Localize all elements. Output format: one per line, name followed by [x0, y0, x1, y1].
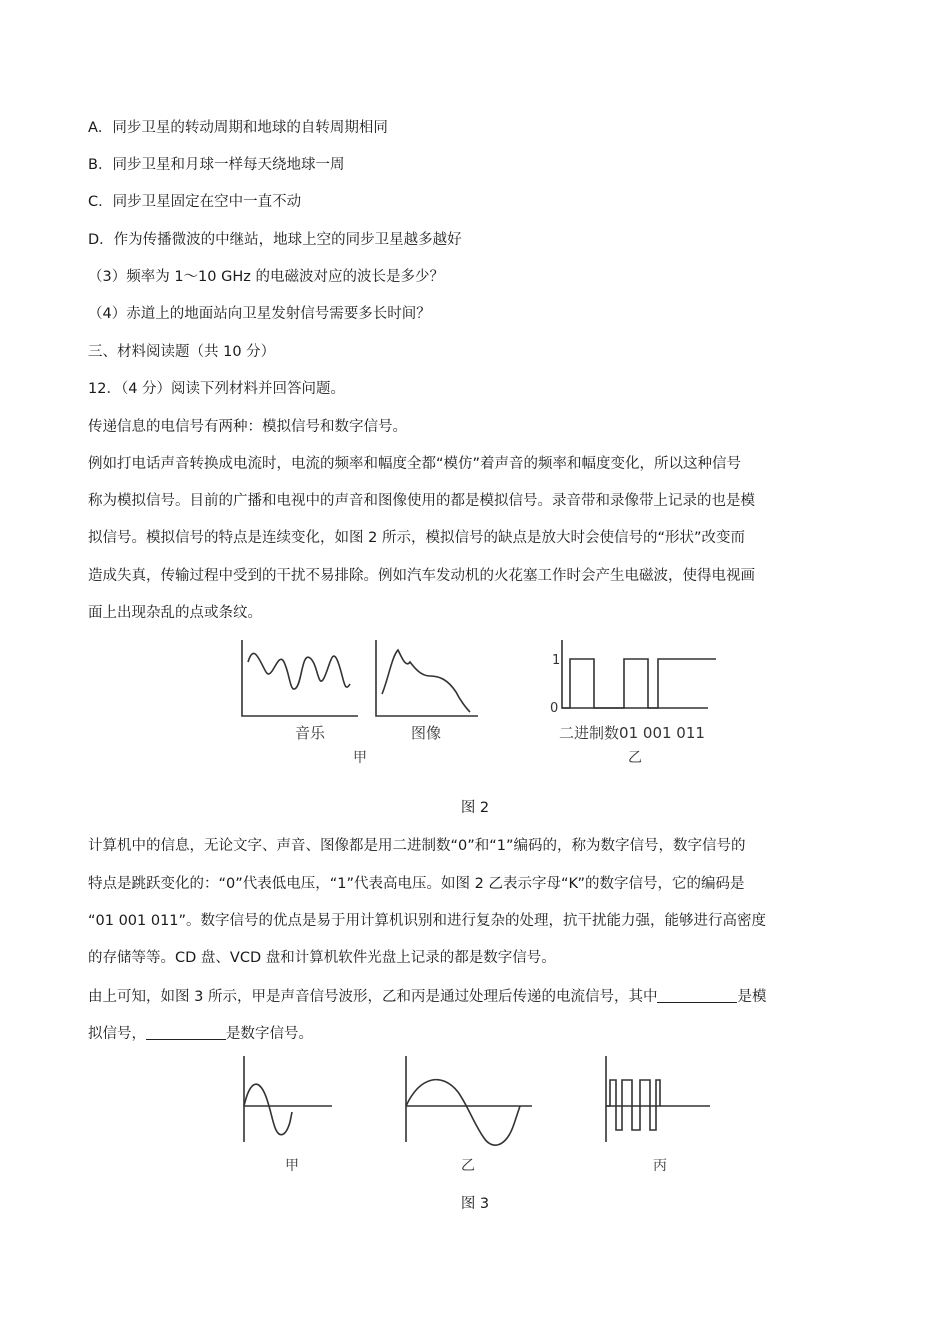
- passage-p1: 传递信息的电信号有两种：模拟信号和数字信号。: [88, 419, 407, 435]
- wave-jia: [244, 1056, 332, 1142]
- question-3: （3）频率为 1～10 GHz 的电磁波对应的波长是多少？: [88, 269, 444, 285]
- binary-label: 二进制数01 001 011: [559, 724, 705, 742]
- digital-graph: [562, 640, 716, 708]
- question-12-title: 12．（4 分）阅读下列材料并回答问题。: [88, 381, 346, 397]
- figure-2: [230, 632, 720, 772]
- image-graph: [376, 640, 478, 716]
- passage-p2-line5: 面上出现杂乱的点或条纹。: [88, 605, 262, 621]
- fig2-yi-label: 乙: [628, 750, 642, 766]
- music-graph: [242, 640, 358, 716]
- option-d: D．作为传播微波的中继站，地球上空的同步卫星越多越好: [88, 232, 462, 248]
- answer-blank-digital[interactable]: [146, 1023, 226, 1040]
- passage-p2-line4: 造成失真，传输过程中受到的干扰不易排除。例如汽车发动机的火花塞工作时会产生电磁波，使得电视画: [88, 568, 755, 584]
- option-b: B．同步卫星和月球一样每天绕地球一周: [88, 157, 345, 173]
- option-c: C．同步卫星固定在空中一直不动: [88, 194, 302, 210]
- passage-p3-line4: 的存储等等。CD 盘、VCD 盘和计算机软件光盘上记录的都是数字信号。: [88, 950, 556, 966]
- passage-p2-line1: 例如打电话声音转换成电流时，电流的频率和幅度全都“模仿”着声音的频率和幅度变化，所以这种信号: [88, 456, 742, 472]
- fig3-yi-label: 乙: [461, 1158, 475, 1174]
- passage-p4-text-a: 由上可知，如图 3 所示，甲是声音信号波形，乙和丙是通过处理后传递的电流信号，其中: [88, 989, 658, 1005]
- question-4: （4）赤道上的地面站向卫星发射信号需要多长时间？: [88, 306, 431, 322]
- passage-p3-line2: 特点是跳跃变化的：“0”代表低电压，“1”代表高电压。如图 2 乙表示字母“K”的数字信号，它的编码是: [88, 876, 745, 892]
- passage-p4-text-d: 是数字信号。: [226, 1026, 313, 1042]
- passage-p3-line3: “01 001 011”。数字信号的优点是易于用计算机识别和进行复杂的处理，抗干扰能力强，能够进行高密度: [88, 913, 767, 929]
- fig3-jia-label: 甲: [285, 1158, 299, 1174]
- passage-p2-line3: 拟信号。模拟信号的特点是连续变化，如图 2 所示，模拟信号的缺点是放大时会使信号的“形状”改变而: [88, 530, 745, 546]
- passage-p4-text-b: 是模: [737, 989, 767, 1005]
- passage-p4-line1: [88, 986, 862, 1007]
- figure-2-caption: 图 2: [460, 800, 490, 816]
- wave-bing: [606, 1056, 710, 1142]
- music-label: 音乐: [294, 724, 326, 742]
- option-a: A．同步卫星的转动周期和地球的自转周期相同: [88, 120, 388, 136]
- passage-p4-line2: [88, 1023, 862, 1044]
- passage-p4-text-c: 拟信号，: [88, 1026, 146, 1042]
- figure-3: [230, 1052, 720, 1182]
- fig3-bing-label: 丙: [653, 1158, 667, 1174]
- passage-p3-line1: 计算机中的信息，无论文字、声音、图像都是用二进制数“0”和“1”编码的，称为数字信号，数字信号的: [88, 838, 746, 854]
- answer-blank-analog[interactable]: [657, 986, 737, 1003]
- digital-axis-zero: 0: [550, 701, 559, 716]
- figure-3-caption: 图 3: [460, 1196, 490, 1212]
- fig2-jia-label: 甲: [353, 750, 367, 766]
- digital-axis-one: 1: [552, 653, 561, 668]
- wave-yi: [406, 1056, 532, 1145]
- section-heading: 三、材料阅读题（共 10 分）: [88, 344, 276, 360]
- passage-p2-line2: 称为模拟信号。目前的广播和电视中的声音和图像使用的都是模拟信号。录音带和录像带上记录的也是模: [88, 493, 755, 509]
- image-label: 图像: [410, 724, 442, 742]
